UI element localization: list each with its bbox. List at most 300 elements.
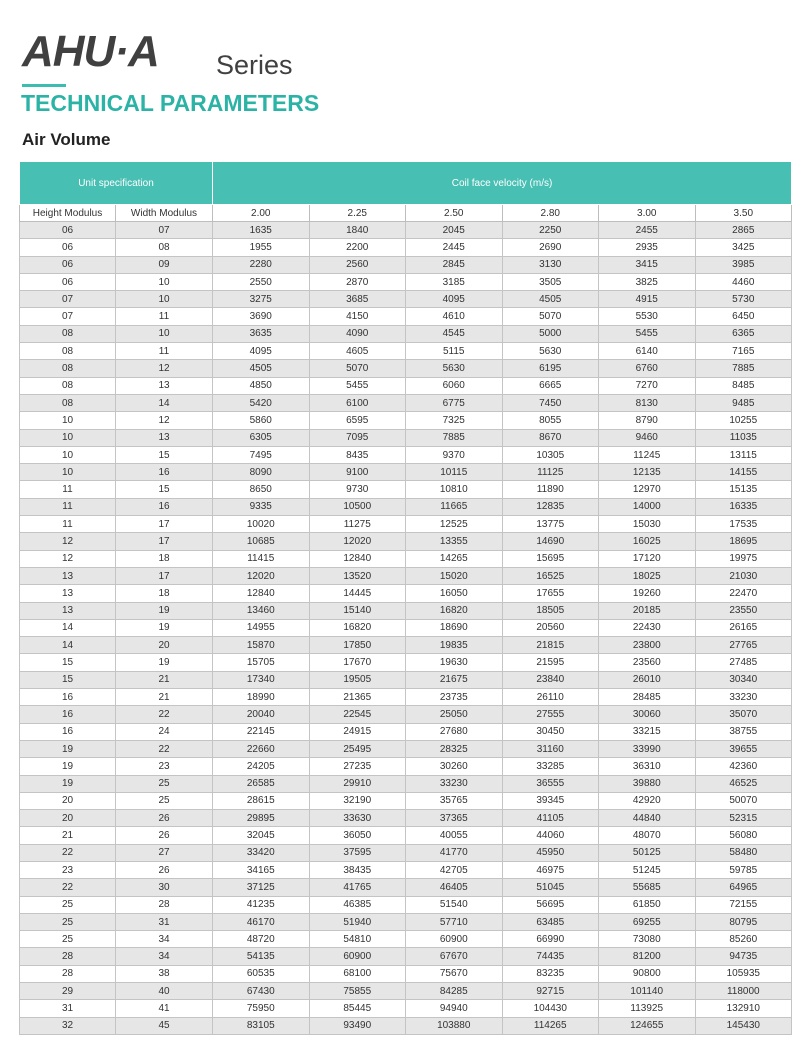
air-volume-cell: 6140: [599, 343, 696, 360]
air-volume-cell: 12835: [502, 498, 599, 515]
air-volume-cell: 12970: [599, 481, 696, 498]
table-row: [20, 567, 792, 584]
height-modulus-cell: 11: [20, 498, 116, 515]
height-modulus-header: Height Modulus: [20, 205, 116, 222]
air-volume-cell: 1635: [213, 222, 310, 239]
width-modulus-cell: 10: [116, 273, 213, 290]
width-modulus-cell: 13: [116, 377, 213, 394]
air-volume-cell: 7885: [406, 429, 503, 446]
width-modulus-cell: 10: [116, 325, 213, 342]
height-modulus-cell: 08: [20, 377, 116, 394]
air-volume-cell: 46975: [502, 861, 599, 878]
air-volume-cell: 15870: [213, 637, 310, 654]
air-volume-cell: 35765: [406, 792, 503, 809]
width-modulus-cell: 30: [116, 879, 213, 896]
height-modulus-cell: 19: [20, 740, 116, 757]
height-modulus-cell: 28: [20, 948, 116, 965]
air-volume-cell: 101140: [599, 983, 696, 1000]
table-row: [20, 879, 792, 896]
table-row: [20, 723, 792, 740]
height-modulus-cell: 25: [20, 913, 116, 930]
air-volume-cell: 7095: [309, 429, 406, 446]
air-volume-cell: 25495: [309, 740, 406, 757]
air-volume-cell: 6665: [502, 377, 599, 394]
air-volume-cell: 60900: [309, 948, 406, 965]
width-modulus-cell: 19: [116, 654, 213, 671]
air-volume-cell: 23735: [406, 689, 503, 706]
air-volume-cell: 7270: [599, 377, 696, 394]
height-modulus-cell: 14: [20, 619, 116, 636]
air-volume-cell: 6595: [309, 412, 406, 429]
air-volume-cell: 12525: [406, 516, 503, 533]
velocity-header: 2.50: [406, 205, 503, 222]
table-row: [20, 481, 792, 498]
air-volume-cell: 60900: [406, 931, 503, 948]
air-volume-cell: 46385: [309, 896, 406, 913]
height-modulus-cell: 07: [20, 291, 116, 308]
air-volume-cell: 15135: [695, 481, 792, 498]
air-volume-cell: 14445: [309, 585, 406, 602]
width-modulus-cell: 25: [116, 792, 213, 809]
velocity-header: 2.80: [502, 205, 599, 222]
air-volume-cell: 8670: [502, 429, 599, 446]
air-volume-cell: 92715: [502, 983, 599, 1000]
air-volume-cell: 30340: [695, 671, 792, 688]
air-volume-cell: 2870: [309, 273, 406, 290]
air-volume-cell: 8090: [213, 464, 310, 481]
air-volume-cell: 5630: [502, 343, 599, 360]
table-row: [20, 671, 792, 688]
air-volume-cell: 4545: [406, 325, 503, 342]
air-volume-cell: 26165: [695, 619, 792, 636]
table-row: [20, 533, 792, 550]
air-volume-cell: 39655: [695, 740, 792, 757]
air-volume-cell: 22660: [213, 740, 310, 757]
air-volume-cell: 35070: [695, 706, 792, 723]
air-volume-cell: 30060: [599, 706, 696, 723]
width-modulus-cell: 22: [116, 706, 213, 723]
air-volume-cell: 124655: [599, 1017, 696, 1034]
height-modulus-cell: 10: [20, 412, 116, 429]
air-volume-cell: 24915: [309, 723, 406, 740]
air-volume-cell: 51940: [309, 913, 406, 930]
air-volume-cell: 51045: [502, 879, 599, 896]
width-modulus-cell: 16: [116, 464, 213, 481]
air-volume-cell: 58480: [695, 844, 792, 861]
air-volume-table: [19, 161, 792, 1035]
air-volume-cell: 32190: [309, 792, 406, 809]
air-volume-cell: 33230: [695, 689, 792, 706]
air-volume-cell: 54810: [309, 931, 406, 948]
air-volume-cell: 21675: [406, 671, 503, 688]
air-volume-cell: 6450: [695, 308, 792, 325]
accent-line: [22, 84, 66, 87]
height-modulus-cell: 16: [20, 706, 116, 723]
height-modulus-cell: 29: [20, 983, 116, 1000]
table-row: [20, 637, 792, 654]
air-volume-cell: 5115: [406, 343, 503, 360]
air-volume-cell: 46405: [406, 879, 503, 896]
table-row: [20, 740, 792, 757]
width-modulus-cell: 11: [116, 343, 213, 360]
table-row: [20, 706, 792, 723]
air-volume-cell: 5455: [309, 377, 406, 394]
air-volume-cell: 23560: [599, 654, 696, 671]
air-volume-cell: 18695: [695, 533, 792, 550]
height-modulus-cell: 23: [20, 861, 116, 878]
air-volume-cell: 24205: [213, 758, 310, 775]
air-volume-cell: 3825: [599, 273, 696, 290]
air-volume-cell: 10115: [406, 464, 503, 481]
table-row: [20, 239, 792, 256]
width-modulus-header: Width Modulus: [116, 205, 213, 222]
table-row: [20, 896, 792, 913]
air-volume-cell: 59785: [695, 861, 792, 878]
width-modulus-cell: 22: [116, 740, 213, 757]
air-volume-cell: 5530: [599, 308, 696, 325]
air-volume-cell: 41770: [406, 844, 503, 861]
air-volume-cell: 8055: [502, 412, 599, 429]
air-volume-cell: 5455: [599, 325, 696, 342]
width-modulus-cell: 41: [116, 1000, 213, 1017]
air-volume-cell: 1955: [213, 239, 310, 256]
air-volume-cell: 104430: [502, 1000, 599, 1017]
air-volume-cell: 13115: [695, 446, 792, 463]
velocity-header: 3.50: [695, 205, 792, 222]
air-volume-cell: 42920: [599, 792, 696, 809]
height-modulus-cell: 16: [20, 689, 116, 706]
height-modulus-cell: 12: [20, 550, 116, 567]
air-volume-cell: 51540: [406, 896, 503, 913]
width-modulus-cell: 19: [116, 602, 213, 619]
height-modulus-cell: 15: [20, 654, 116, 671]
table-row: [20, 360, 792, 377]
air-volume-cell: 21365: [309, 689, 406, 706]
width-modulus-cell: 26: [116, 810, 213, 827]
air-volume-cell: 11245: [599, 446, 696, 463]
air-volume-cell: 2560: [309, 256, 406, 273]
width-modulus-cell: 21: [116, 671, 213, 688]
air-volume-cell: 42705: [406, 861, 503, 878]
air-volume-cell: 10810: [406, 481, 503, 498]
air-volume-cell: 5070: [502, 308, 599, 325]
air-volume-cell: 10020: [213, 516, 310, 533]
air-volume-cell: 11275: [309, 516, 406, 533]
air-volume-cell: 105935: [695, 965, 792, 982]
table-row: [20, 602, 792, 619]
air-volume-cell: 31160: [502, 740, 599, 757]
table-row: [20, 308, 792, 325]
air-volume-cell: 94735: [695, 948, 792, 965]
height-modulus-cell: 25: [20, 931, 116, 948]
air-volume-cell: 45950: [502, 844, 599, 861]
height-modulus-cell: 31: [20, 1000, 116, 1017]
air-volume-cell: 9485: [695, 394, 792, 411]
air-volume-cell: 7450: [502, 394, 599, 411]
air-volume-cell: 28485: [599, 689, 696, 706]
coil-face-velocity-header: Coil face velocity (m/s): [213, 162, 792, 205]
air-volume-cell: 38435: [309, 861, 406, 878]
width-modulus-cell: 15: [116, 481, 213, 498]
air-volume-cell: 9460: [599, 429, 696, 446]
air-volume-cell: 21595: [502, 654, 599, 671]
table-row: [20, 844, 792, 861]
air-volume-cell: 36310: [599, 758, 696, 775]
air-volume-cell: 12840: [213, 585, 310, 602]
air-volume-cell: 10500: [309, 498, 406, 515]
air-volume-cell: 118000: [695, 983, 792, 1000]
air-volume-cell: 85260: [695, 931, 792, 948]
height-modulus-cell: 06: [20, 273, 116, 290]
page-title: TECHNICAL PARAMETERS: [21, 90, 320, 116]
table-row: [20, 256, 792, 273]
height-modulus-cell: 21: [20, 827, 116, 844]
air-volume-cell: 5000: [502, 325, 599, 342]
height-modulus-cell: 08: [20, 394, 116, 411]
table-body: [20, 222, 792, 1035]
height-modulus-cell: 22: [20, 879, 116, 896]
air-volume-cell: 41105: [502, 810, 599, 827]
height-modulus-cell: 13: [20, 585, 116, 602]
air-volume-cell: 4090: [309, 325, 406, 342]
air-volume-cell: 19505: [309, 671, 406, 688]
air-volume-cell: 3185: [406, 273, 503, 290]
air-volume-cell: 2455: [599, 222, 696, 239]
air-volume-cell: 11890: [502, 481, 599, 498]
air-volume-cell: 12840: [309, 550, 406, 567]
height-modulus-cell: 32: [20, 1017, 116, 1034]
air-volume-cell: 3635: [213, 325, 310, 342]
width-modulus-cell: 28: [116, 896, 213, 913]
air-volume-cell: 90800: [599, 965, 696, 982]
air-volume-cell: 3985: [695, 256, 792, 273]
air-volume-cell: 26585: [213, 775, 310, 792]
air-volume-cell: 67670: [406, 948, 503, 965]
air-volume-cell: 16335: [695, 498, 792, 515]
air-volume-cell: 37365: [406, 810, 503, 827]
air-volume-cell: 38755: [695, 723, 792, 740]
height-modulus-cell: 20: [20, 792, 116, 809]
width-modulus-cell: 45: [116, 1017, 213, 1034]
height-modulus-cell: 25: [20, 896, 116, 913]
air-volume-cell: 20040: [213, 706, 310, 723]
width-modulus-cell: 08: [116, 239, 213, 256]
air-volume-cell: 48720: [213, 931, 310, 948]
air-volume-cell: 20185: [599, 602, 696, 619]
table-row: [20, 343, 792, 360]
width-modulus-cell: 26: [116, 861, 213, 878]
air-volume-cell: 22430: [599, 619, 696, 636]
air-volume-cell: 32045: [213, 827, 310, 844]
air-volume-cell: 7165: [695, 343, 792, 360]
air-volume-cell: 21815: [502, 637, 599, 654]
air-volume-cell: 3505: [502, 273, 599, 290]
air-volume-cell: 56695: [502, 896, 599, 913]
air-volume-cell: 9730: [309, 481, 406, 498]
air-volume-cell: 8485: [695, 377, 792, 394]
air-volume-cell: 2935: [599, 239, 696, 256]
air-volume-cell: 17535: [695, 516, 792, 533]
table-row: [20, 654, 792, 671]
air-volume-cell: 2250: [502, 222, 599, 239]
air-volume-cell: 2280: [213, 256, 310, 273]
height-modulus-cell: 06: [20, 239, 116, 256]
air-volume-cell: 14000: [599, 498, 696, 515]
width-modulus-cell: 12: [116, 360, 213, 377]
air-volume-cell: 46170: [213, 913, 310, 930]
air-volume-cell: 36555: [502, 775, 599, 792]
table-row: [20, 273, 792, 290]
air-volume-cell: 13520: [309, 567, 406, 584]
air-volume-cell: 20560: [502, 619, 599, 636]
table-row: [20, 222, 792, 239]
air-volume-cell: 33230: [406, 775, 503, 792]
air-volume-cell: 12135: [599, 464, 696, 481]
air-volume-cell: 8130: [599, 394, 696, 411]
air-volume-cell: 41235: [213, 896, 310, 913]
air-volume-cell: 4505: [213, 360, 310, 377]
air-volume-cell: 5420: [213, 394, 310, 411]
air-volume-cell: 22145: [213, 723, 310, 740]
air-volume-cell: 34165: [213, 861, 310, 878]
air-volume-cell: 44840: [599, 810, 696, 827]
unit-specification-header: Unit specification: [20, 162, 213, 205]
air-volume-cell: 4605: [309, 343, 406, 360]
height-modulus-cell: 10: [20, 446, 116, 463]
air-volume-cell: 13775: [502, 516, 599, 533]
air-volume-cell: 7495: [213, 446, 310, 463]
air-volume-cell: 2845: [406, 256, 503, 273]
velocity-header: 2.25: [309, 205, 406, 222]
width-modulus-cell: 07: [116, 222, 213, 239]
height-modulus-cell: 06: [20, 256, 116, 273]
width-modulus-cell: 27: [116, 844, 213, 861]
air-volume-cell: 52315: [695, 810, 792, 827]
air-volume-cell: 13355: [406, 533, 503, 550]
air-volume-cell: 7885: [695, 360, 792, 377]
air-volume-cell: 42360: [695, 758, 792, 775]
air-volume-cell: 27765: [695, 637, 792, 654]
table-row: [20, 1000, 792, 1017]
width-modulus-cell: 34: [116, 931, 213, 948]
air-volume-cell: 16525: [502, 567, 599, 584]
table-row: [20, 948, 792, 965]
table-row: [20, 775, 792, 792]
height-modulus-cell: 22: [20, 844, 116, 861]
air-volume-cell: 114265: [502, 1017, 599, 1034]
air-volume-cell: 27485: [695, 654, 792, 671]
width-modulus-cell: 26: [116, 827, 213, 844]
air-volume-table-container: [19, 161, 791, 1035]
table-row: [20, 516, 792, 533]
table-row: [20, 810, 792, 827]
width-modulus-cell: 17: [116, 516, 213, 533]
air-volume-cell: 19630: [406, 654, 503, 671]
air-volume-cell: 75670: [406, 965, 503, 982]
width-modulus-cell: 18: [116, 550, 213, 567]
velocity-header: 2.00: [213, 205, 310, 222]
air-volume-cell: 11035: [695, 429, 792, 446]
air-volume-cell: 5630: [406, 360, 503, 377]
air-volume-cell: 80795: [695, 913, 792, 930]
table-row: [20, 498, 792, 515]
air-volume-cell: 75950: [213, 1000, 310, 1017]
width-modulus-cell: 16: [116, 498, 213, 515]
width-modulus-cell: 34: [116, 948, 213, 965]
air-volume-cell: 37125: [213, 879, 310, 896]
air-volume-cell: 56080: [695, 827, 792, 844]
table-row: [20, 861, 792, 878]
table-row: [20, 412, 792, 429]
table-row: [20, 377, 792, 394]
air-volume-cell: 3130: [502, 256, 599, 273]
air-volume-cell: 39880: [599, 775, 696, 792]
width-modulus-cell: 15: [116, 446, 213, 463]
air-volume-cell: 94940: [406, 1000, 503, 1017]
air-volume-cell: 93490: [309, 1017, 406, 1034]
air-volume-cell: 11415: [213, 550, 310, 567]
air-volume-cell: 9335: [213, 498, 310, 515]
table-row: [20, 325, 792, 342]
air-volume-cell: 6195: [502, 360, 599, 377]
air-volume-cell: 1840: [309, 222, 406, 239]
air-volume-cell: 6760: [599, 360, 696, 377]
air-volume-cell: 6365: [695, 325, 792, 342]
air-volume-cell: 41765: [309, 879, 406, 896]
air-volume-cell: 26110: [502, 689, 599, 706]
table-row: [20, 931, 792, 948]
air-volume-cell: 6060: [406, 377, 503, 394]
air-volume-cell: 83105: [213, 1017, 310, 1034]
table-row: [20, 446, 792, 463]
air-volume-cell: 15705: [213, 654, 310, 671]
height-modulus-cell: 19: [20, 775, 116, 792]
air-volume-cell: 3425: [695, 239, 792, 256]
air-volume-cell: 18690: [406, 619, 503, 636]
air-volume-cell: 9100: [309, 464, 406, 481]
height-modulus-cell: 19: [20, 758, 116, 775]
air-volume-cell: 39345: [502, 792, 599, 809]
width-modulus-cell: 23: [116, 758, 213, 775]
air-volume-cell: 84285: [406, 983, 503, 1000]
air-volume-cell: 48070: [599, 827, 696, 844]
air-volume-cell: 33285: [502, 758, 599, 775]
height-modulus-cell: 08: [20, 325, 116, 342]
width-modulus-cell: 31: [116, 913, 213, 930]
air-volume-cell: 17670: [309, 654, 406, 671]
table-row: [20, 585, 792, 602]
air-volume-cell: 27680: [406, 723, 503, 740]
table-row: [20, 983, 792, 1000]
table-row: [20, 827, 792, 844]
air-volume-cell: 23800: [599, 637, 696, 654]
air-volume-cell: 113925: [599, 1000, 696, 1017]
width-modulus-cell: 18: [116, 585, 213, 602]
table-row: [20, 792, 792, 809]
air-volume-cell: 27235: [309, 758, 406, 775]
section-title: Air Volume: [22, 130, 111, 149]
table-row: [20, 619, 792, 636]
air-volume-cell: 13460: [213, 602, 310, 619]
air-volume-cell: 6100: [309, 394, 406, 411]
velocity-header: 3.00: [599, 205, 696, 222]
air-volume-cell: 2200: [309, 239, 406, 256]
table-row: [20, 913, 792, 930]
air-volume-cell: 63485: [502, 913, 599, 930]
air-volume-cell: 64965: [695, 879, 792, 896]
air-volume-cell: 4095: [406, 291, 503, 308]
air-volume-cell: 6305: [213, 429, 310, 446]
